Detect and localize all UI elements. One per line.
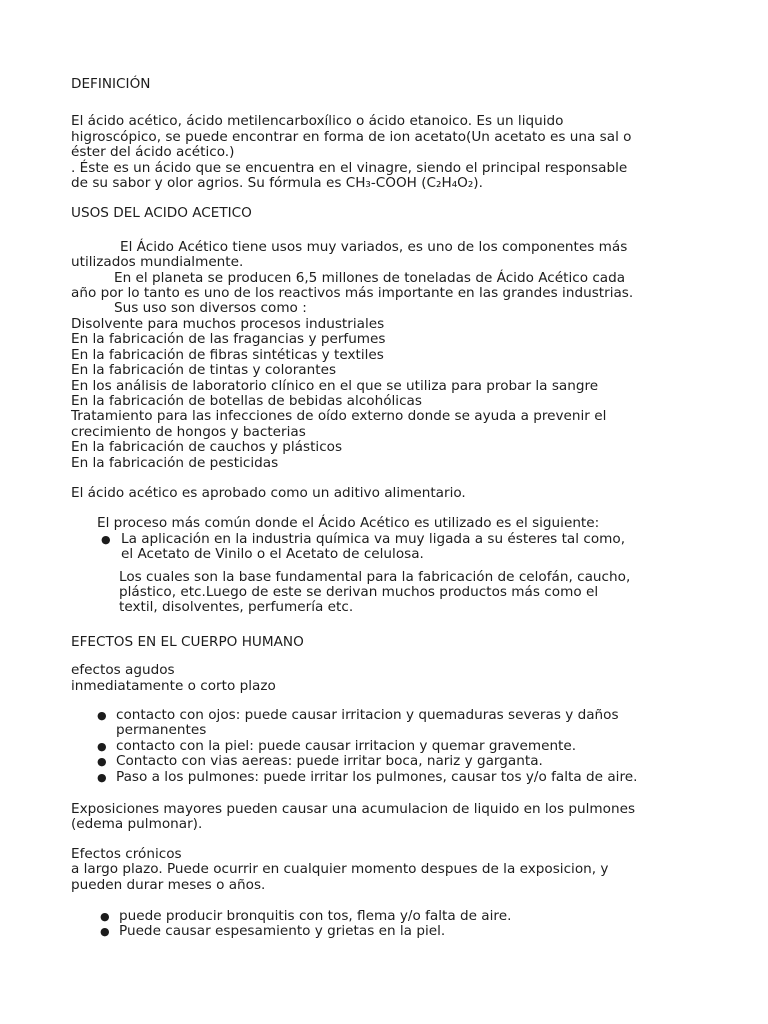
acute-effect-text: Paso a los pulmones: puede irritar los pulmones, causar tos y/o falta de aire. — [116, 768, 638, 785]
chronic-effects-list — [71, 909, 751, 940]
uses-intro-line: En el planeta se producen 6,5 millones de toneladas de Ácido Acético cada — [114, 269, 626, 286]
uses-list-item: En la fabricación de tintas y colorantes — [71, 362, 337, 379]
process-intro: El proceso más común donde el Ácido Acético es utilizado es el siguiente: — [97, 515, 600, 532]
uses-intro-line: utilizados mundialmente. — [71, 254, 244, 271]
acute-effect-text: contacto con la piel: puede causar irritacion y quemar gravemente. — [116, 737, 577, 754]
uses-intro-line: El Ácido Acético tiene usos muy variados, es uno de los componentes más — [120, 238, 628, 255]
definition-line: . Éste es un ácido que se encuentra en el vinagre, siendo el principal responsable — [71, 159, 628, 176]
chronic-effects-subtitle: pueden durar meses o años. — [71, 876, 266, 893]
uses-list-item: En la fabricación de botellas de bebidas alcohólicas — [71, 392, 422, 409]
uses-intro-line: año por lo tanto es uno de los reactivos más importante en las grandes industrias. — [71, 285, 634, 302]
acute-effects-title: efectos agudos — [71, 662, 175, 679]
definition-line: higroscópico, se puede encontrar en forma de ion acetato(Un acetato es una sal o — [71, 128, 632, 145]
section-heading-definicion: DEFINICIÓN — [71, 76, 151, 92]
acute-effect-text: Contacto con vias aereas: puede irritar boca, nariz y garganta. — [116, 753, 543, 770]
uses-list-item: Disolvente para muchos procesos industriales — [71, 315, 385, 332]
bullet-icon: ● — [97, 739, 107, 753]
definition-line: éster del ácido acético.) — [71, 144, 235, 161]
chronic-effects-title: Efectos crónicos — [71, 845, 182, 862]
definition-line: de su sabor y olor agrios. Su fórmula es CH₃-COOH (C₂H₄O₂). — [71, 175, 483, 192]
exposure-note-line: Exposiciones mayores pueden causar una acumulacion de liquido en los pulmones — [71, 801, 636, 818]
acute-effects-subtitle: inmediatamente o corto plazo — [71, 677, 276, 694]
bullet-icon: ● — [101, 532, 111, 546]
bullet-icon: ● — [97, 770, 107, 784]
food-additive-note: El ácido acético es aprobado como un aditivo alimentario. — [71, 484, 466, 501]
uses-list-item: En la fabricación de pesticidas — [71, 454, 279, 471]
definition-line: El ácido acético, ácido metilencarboxílico o ácido etanoico. Es un liquido — [71, 113, 564, 130]
list-item — [71, 739, 751, 754]
process-bullet-list — [71, 532, 751, 563]
list-item — [71, 754, 751, 769]
uses-list-item: En la fabricación de fibras sintéticas y textiles — [71, 346, 384, 363]
process-bullet-text: La aplicación en la industria química va muy ligada a su ésteres tal como, — [121, 530, 626, 547]
section-heading-usos: USOS DEL ACIDO ACETICO — [71, 205, 252, 222]
uses-list-item: En la fabricación de cauchos y plásticos — [71, 439, 343, 456]
chronic-effect-text: Puede causar espesamiento y grietas en la piel. — [119, 923, 446, 940]
process-paragraph-line: Los cuales son la base fundamental para la fabricación de celofán, caucho, — [119, 568, 631, 585]
list-item — [71, 909, 751, 924]
uses-intro-line: Sus uso son diversos como : — [114, 300, 307, 317]
acute-effect-text: permanentes — [116, 722, 207, 739]
chronic-effect-text: puede producir bronquitis con tos, flema y/o falta de aire. — [119, 908, 512, 925]
uses-list-item: crecimiento de hongos y bacterias — [71, 423, 306, 440]
acute-effect-text: contacto con ojos: puede causar irritacion y quemaduras severas y daños — [116, 707, 619, 723]
process-paragraph-line: plástico, etc.Luego de este se derivan muchos productos más como el — [119, 583, 599, 600]
uses-list-item: Tratamiento para las infecciones de oído externo donde se ayuda a prevenir el — [71, 408, 607, 425]
chronic-effects-subtitle: a largo plazo. Puede ocurrir en cualquier momento despues de la exposicion, y — [71, 861, 609, 878]
process-paragraph — [71, 570, 751, 616]
uses-list-item: En los análisis de laboratorio clínico en el que se utiliza para probar la sangre — [71, 377, 599, 394]
process-bullet-text: el Acetato de Vinilo o el Acetato de celulosa. — [121, 546, 424, 563]
bullet-icon: ● — [97, 709, 107, 722]
list-item — [71, 708, 751, 739]
uses-list-item: En la fabricación de las fragancias y perfumes — [71, 331, 386, 348]
list-item — [71, 770, 751, 785]
exposure-note-line: (edema pulmonar). — [71, 816, 203, 833]
acute-effects-list — [71, 708, 751, 785]
list-item — [71, 532, 751, 563]
list-item — [71, 924, 751, 939]
bullet-icon: ● — [100, 910, 110, 924]
process-paragraph-line: textil, disolventes, perfumería etc. — [119, 599, 354, 616]
bullet-icon: ● — [100, 925, 110, 939]
document-page — [71, 77, 751, 940]
section-heading-efectos: EFECTOS EN EL CUERPO HUMANO — [71, 633, 304, 650]
bullet-icon: ● — [97, 755, 107, 769]
